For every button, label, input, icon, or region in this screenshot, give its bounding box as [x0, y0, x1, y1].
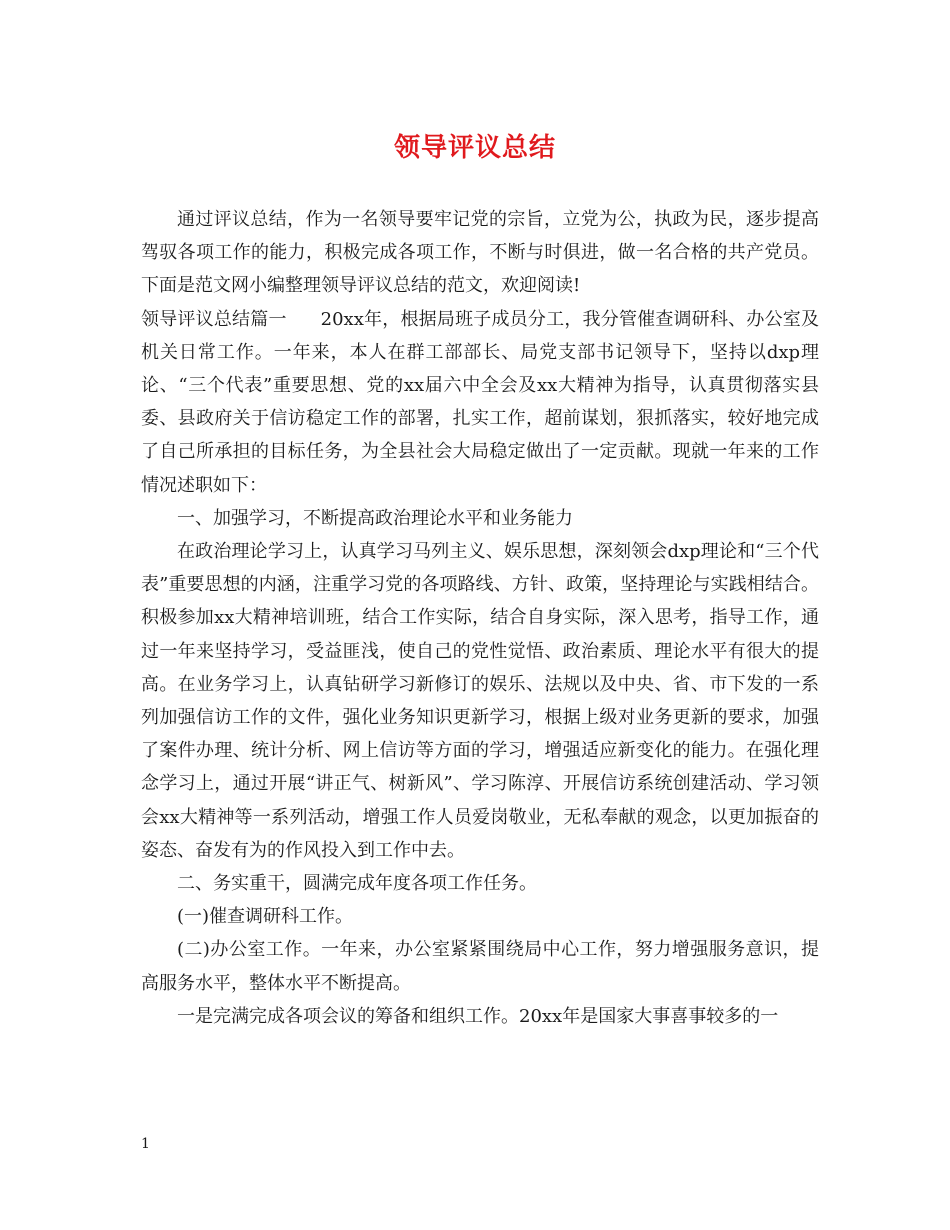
section-first-text: 20xx年，根据局班子成员分工，我分管催查调研科、办公室及机关日常工作。一年来，本人在群工部部长、局党支部书记领导下，坚持以dxp理论、“三个代表”重要思想、党的xx届六中全会及xx大精神为指导，认真贯彻落实县委、县政府关于信访稳定工作的部署，扎实工作，超前谋划，狠抓落实，较好地完成了自己所承担的目标任务，为全县社会大局稳定做出了一定贡献。现就一年来的工作情况述职如下：	[141, 308, 819, 496]
document-body	[141, 203, 819, 1033]
section-label: 领导评议总结篇一	[141, 308, 287, 330]
heading-one: 一、加强学习，不断提高政治理论水平和业务能力	[177, 507, 573, 529]
document-title: 领导评议总结	[393, 133, 556, 163]
subsection-one: (一)催查调研科工作。	[177, 906, 354, 928]
section-first-paragraph	[141, 303, 819, 502]
intro-paragraph: 通过评议总结，作为一名领导要牢记党的宗旨，立党为公，执政为民，逐步提高驾驭各项工作的能力，积极完成各项工作，不断与时俱进，做一名合格的共产党员。下面是范文网小编整理领导评议总结的范文，欢迎阅读!	[141, 209, 819, 297]
page-number: 1	[141, 1136, 150, 1152]
last-paragraph: 一是完满完成各项会议的筹备和组织工作。20xx年是国家大事喜事较多的一	[177, 1005, 779, 1027]
study-paragraph: 在政治理论学习上，认真学习马列主义、娱乐思想，深刻领会dxp理论和“三个代表”重要思想的内涵，注重学习党的各项路线、方针、政策，坚持理论与实践相结合。积极参加xx大精神培训班，结合工作实际，结合自身实际，深入思考，指导工作，通过一年来坚持学习，受益匪浅，使自己的党性觉悟、政治素质、理论水平有很大的提高。在业务学习上，认真钻研学习新修订的娱乐、法规以及中央、省、市下发的一系列加强信访工作的文件，强化业务知识更新学习，根据上级对业务更新的要求，加强了案件办理、统计分析、网上信访等方面的学习，增强适应新变化的能力。在强化理念学习上，通过开展“讲正气、树新风”、学习陈淳、开展信访系统创建活动、学习领会xx大精神等一系列活动，增强工作人员爱岗敬业，无私奉献的观念，以更加振奋的姿态、奋发有为的作风投入到工作中去。	[141, 541, 819, 861]
heading-two: 二、务实重干，圆满完成年度各项工作任务。	[177, 873, 537, 895]
subsection-two: (二)办公室工作。一年来，办公室紧紧围绕局中心工作，努力增强服务意识，提高服务水平，整体水平不断提高。	[141, 939, 819, 994]
